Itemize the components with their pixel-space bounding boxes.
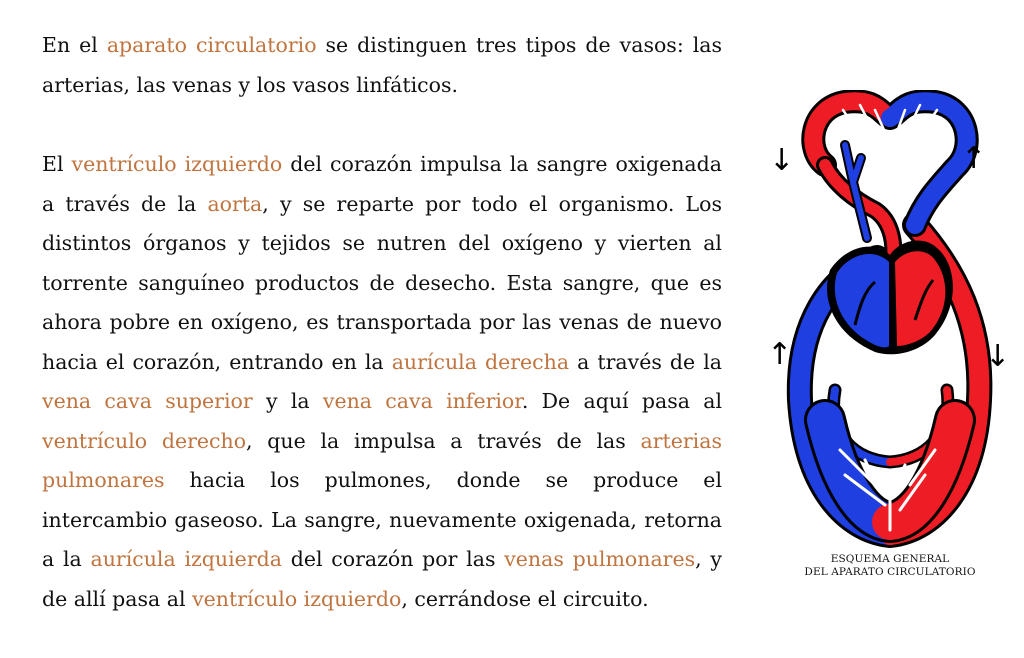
article-text bbox=[42, 26, 722, 619]
arrow-up-icon: ↑ bbox=[767, 337, 793, 372]
highlighted-term: vena cava superior bbox=[42, 389, 253, 413]
arrow-down-icon: ↓ bbox=[769, 143, 795, 178]
paragraph-circuit bbox=[42, 145, 722, 619]
text-run: del corazón impulsa la sangre oxigenada a través de la bbox=[42, 152, 723, 216]
text-run: , cerrándose el circuito. bbox=[401, 586, 649, 611]
caption-line-1: ESQUEMA GENERAL bbox=[830, 553, 950, 565]
highlighted-term: vena cava inferior bbox=[322, 389, 522, 413]
highlighted-term: aorta bbox=[207, 191, 263, 216]
highlighted-term: aparato circulatorio bbox=[106, 33, 317, 57]
highlighted-term: ventrículo derecho bbox=[42, 428, 247, 453]
text-run: , que la impulsa a través de las bbox=[246, 428, 641, 453]
text-run: . De aquí pasa al bbox=[521, 389, 722, 413]
text-run: En el bbox=[42, 33, 107, 57]
text-run: del corazón por las bbox=[281, 547, 505, 571]
highlighted-term: ventrículo izquierdo bbox=[192, 586, 402, 611]
highlighted-term: aurícula derecha bbox=[391, 349, 570, 374]
highlighted-term: arterias pulmonares bbox=[42, 428, 722, 492]
diagram-caption bbox=[780, 553, 1000, 579]
text-run: , y de allí pasa al bbox=[42, 547, 722, 611]
highlighted-term: ventrículo izquierdo bbox=[71, 152, 283, 176]
text-run: El bbox=[42, 152, 72, 176]
text-run: , y se reparte por todo el organismo. Los distintos órganos y tejidos se nutren del oxígeno y vierten al torrente sanguíneo productos de desecho. Esta sangre, que es ahora pobre en oxígeno, es transportada por las venas de nuevo hacia el corazón, entrando en la bbox=[42, 191, 722, 374]
heart bbox=[827, 241, 953, 355]
text-run: hacia los pulmones, donde se produce el intercambio gaseoso. La sangre, nuevamente oxigenada, retorna a la bbox=[42, 468, 722, 571]
circulatory-system-diagram bbox=[765, 90, 1015, 555]
text-run: a través de la bbox=[569, 349, 722, 374]
caption-line-2: DEL APARATO CIRCULATORIO bbox=[804, 566, 976, 578]
paragraph-intro bbox=[42, 26, 722, 105]
highlighted-term: venas pulmonares bbox=[504, 547, 696, 571]
text-run: y la bbox=[252, 389, 323, 413]
arrow-down-icon: ↓ bbox=[985, 339, 1011, 374]
highlighted-term: aurícula izquierda bbox=[90, 547, 282, 571]
arrow-up-icon: ↑ bbox=[961, 141, 987, 176]
text-run: se distinguen tres tipos de vasos: las arterias, las venas y los vasos linfáticos. bbox=[42, 33, 723, 97]
